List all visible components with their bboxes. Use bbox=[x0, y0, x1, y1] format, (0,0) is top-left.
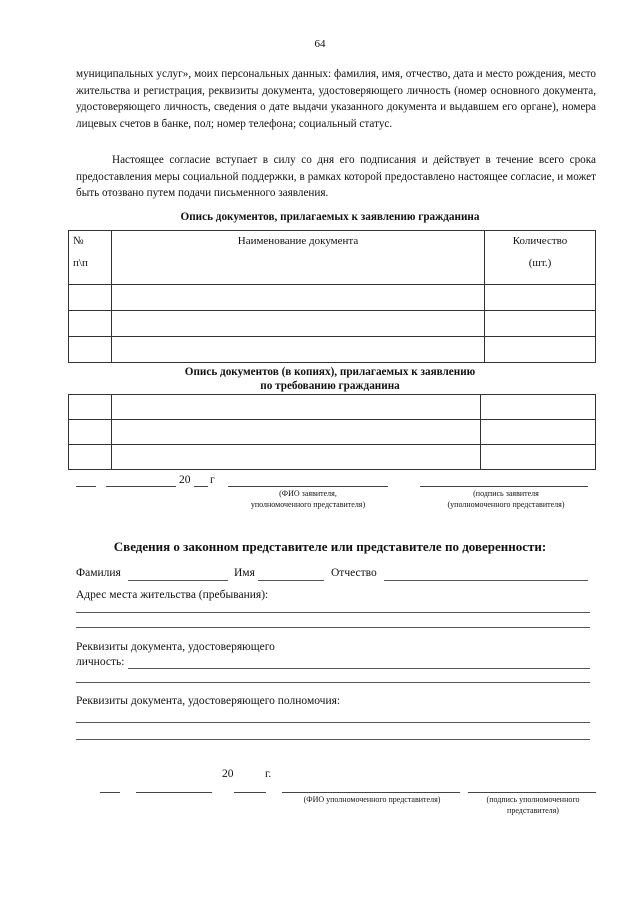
table-row bbox=[69, 285, 596, 311]
fio-caption bbox=[218, 488, 398, 510]
table-header-row bbox=[69, 231, 596, 285]
table2-title bbox=[60, 365, 600, 393]
name-label: Имя bbox=[234, 567, 255, 579]
signature-caption bbox=[418, 488, 594, 510]
month-line-2[interactable] bbox=[136, 792, 212, 793]
day-line[interactable] bbox=[76, 486, 96, 487]
table-cell[interactable] bbox=[485, 337, 596, 363]
fio-line-2[interactable] bbox=[282, 792, 460, 793]
table-row bbox=[69, 395, 596, 420]
year-line[interactable] bbox=[194, 486, 208, 487]
signature-line[interactable] bbox=[420, 486, 588, 487]
fio-caption-line1: (ФИО заявителя, bbox=[279, 489, 337, 498]
year-suffix-2: г. bbox=[265, 768, 272, 780]
table-cell[interactable] bbox=[69, 445, 112, 470]
signature-line-2[interactable] bbox=[468, 792, 596, 793]
address-label: Адрес места жительства (пребывания): bbox=[76, 589, 269, 601]
col-number-line2: п\п bbox=[73, 257, 88, 269]
signature-caption-2-line2: представителя) bbox=[507, 806, 559, 815]
col-name-label: Наименование документа bbox=[237, 235, 359, 247]
table-cell[interactable] bbox=[69, 395, 112, 420]
table-cell[interactable] bbox=[481, 395, 596, 420]
table-row bbox=[69, 311, 596, 337]
year-line-2[interactable] bbox=[234, 792, 266, 793]
col-number-line1: № bbox=[73, 235, 84, 247]
page-number: 64 bbox=[314, 38, 326, 50]
table-row bbox=[69, 337, 596, 363]
month-line[interactable] bbox=[106, 486, 176, 487]
col-number-header bbox=[69, 231, 112, 285]
table-cell[interactable] bbox=[112, 445, 481, 470]
patronymic-label: Отчество bbox=[331, 567, 377, 579]
table-cell[interactable] bbox=[485, 285, 596, 311]
address-field-line2[interactable] bbox=[76, 627, 590, 628]
table-cell[interactable] bbox=[481, 445, 596, 470]
table1-title: Опись документов, прилагаемых к заявлению гражданина bbox=[180, 211, 480, 223]
table-cell[interactable] bbox=[112, 395, 481, 420]
table-cell[interactable] bbox=[69, 311, 112, 337]
address-field-line1[interactable] bbox=[76, 612, 590, 613]
fio-caption-2: (ФИО уполномоченного представителя) bbox=[303, 795, 441, 804]
fio-caption-line2: уполномоченного представителя) bbox=[250, 500, 366, 509]
copies-table bbox=[68, 394, 596, 470]
authority-doc-field-line1[interactable] bbox=[76, 722, 590, 723]
signature-caption-line1: (подпись заявителя bbox=[473, 489, 539, 498]
name-field[interactable] bbox=[258, 580, 324, 581]
table-cell[interactable] bbox=[481, 420, 596, 445]
signature-caption-2-line1: (подпись уполномоченного bbox=[486, 795, 580, 804]
table-cell[interactable] bbox=[69, 285, 112, 311]
authority-doc-field-line2[interactable] bbox=[76, 739, 590, 740]
table-cell[interactable] bbox=[112, 337, 485, 363]
fio-line[interactable] bbox=[228, 486, 388, 487]
representative-heading: Сведения о законном представителе или представителе по доверенности: bbox=[113, 539, 547, 554]
table-cell[interactable] bbox=[112, 311, 485, 337]
id-doc-label-line1: Реквизиты документа, удостоверяющего bbox=[76, 641, 275, 653]
table2-title-line2: по требованию гражданина bbox=[260, 380, 400, 392]
id-doc-field-line2[interactable] bbox=[76, 682, 590, 683]
col-qty-line1: Количество bbox=[512, 235, 568, 247]
table-cell[interactable] bbox=[112, 420, 481, 445]
authority-doc-label: Реквизиты документа, удостоверяющего полномочия: bbox=[76, 695, 341, 707]
table-cell[interactable] bbox=[485, 311, 596, 337]
consent-paragraph-1: муниципальных услуг», моих персональных данных: фамилия, имя, отчество, дата и место рождения, место жительства и регистрация, реквизиты документа, удостоверяющего личность (номер основного документа, удостоверяющего личность, сведения о дате выдачи указанного документа и выдавшем его органе), номера лицевых счетов в банке, пол; номер телефона; социальный статус. bbox=[76, 68, 596, 130]
patronymic-field[interactable] bbox=[384, 580, 588, 581]
signature-caption-2 bbox=[468, 794, 598, 816]
year-prefix-2: 20 bbox=[222, 768, 234, 780]
documents-table bbox=[68, 230, 596, 363]
col-qty-header bbox=[485, 231, 596, 285]
day-line-2[interactable] bbox=[100, 792, 120, 793]
table-cell[interactable] bbox=[112, 285, 485, 311]
table-cell[interactable] bbox=[69, 337, 112, 363]
table-cell[interactable] bbox=[69, 420, 112, 445]
surname-label: Фамилия bbox=[76, 567, 121, 579]
table-row bbox=[69, 420, 596, 445]
col-qty-line2: (шт.) bbox=[528, 257, 552, 269]
id-doc-field-line1[interactable] bbox=[128, 668, 590, 669]
consent-paragraph-2: Настоящее согласие вступает в силу со дня его подписания и действует в течение всего срока предоставления меры социальной поддержки, в рамках которой предоставлено настоящее согласие, и может быть отозвано путем подачи письменного заявления. bbox=[76, 154, 596, 199]
surname-field[interactable] bbox=[128, 580, 228, 581]
table2-title-line1: Опись документов (в копиях), прилагаемых к заявлению bbox=[184, 366, 476, 378]
year-prefix: 20 bbox=[179, 474, 191, 486]
col-name-header bbox=[112, 231, 485, 285]
id-doc-label-line2: личность: bbox=[76, 656, 125, 668]
year-suffix: г bbox=[210, 474, 215, 486]
table-row bbox=[69, 445, 596, 470]
signature-caption-line2: (уполномоченного представителя) bbox=[447, 500, 565, 509]
